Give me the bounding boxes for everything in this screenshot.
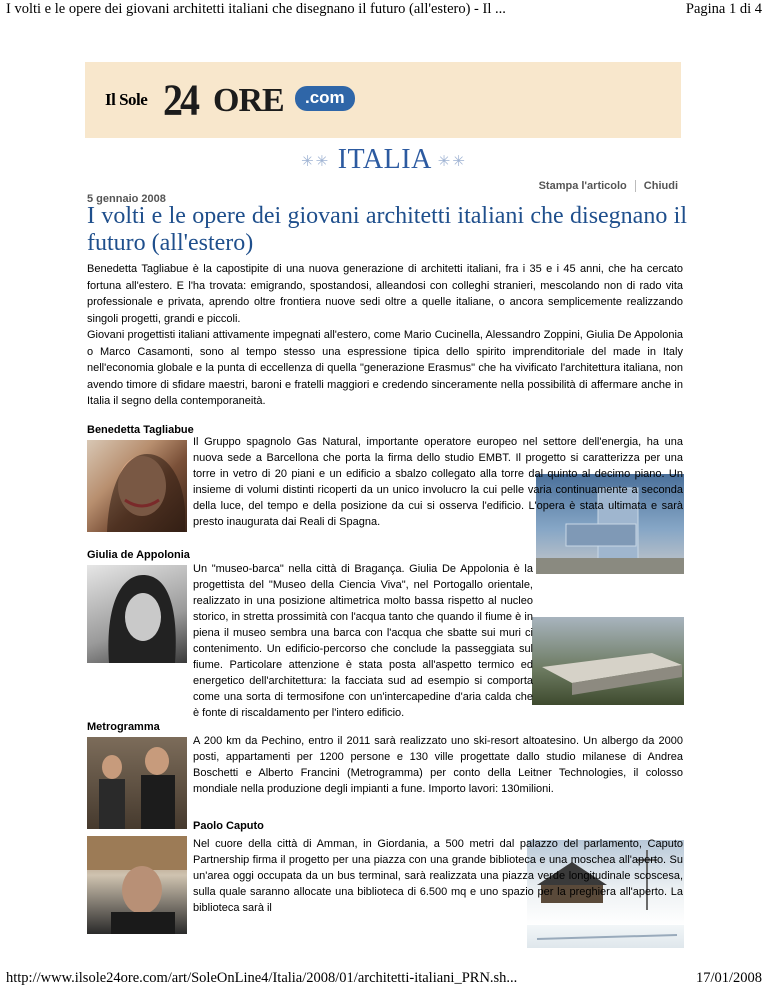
- article-intro: [87, 261, 683, 410]
- site-banner: [85, 62, 681, 138]
- portrait-photo: [87, 737, 187, 829]
- logo-com-badge: .com: [295, 86, 355, 111]
- article-toolbar: [539, 180, 678, 192]
- portrait-photo-shape: [87, 440, 187, 532]
- article-date: 5 gennaio 2008: [87, 193, 166, 205]
- logo-ore-text: ORE: [213, 82, 284, 119]
- section-paragraph: Nel cuore della città di Amman, in Giordania, a 500 metri dal palazzo del parlamento, Caputo Partnership firma il progetto per una piazza con una grande biblioteca e una moschea all'aperto. Su un'area oggi occupata da un bus terminal, sarà realizzata una piazza verde longitudinale scoscesa, sulla quale saranno allocate una biblioteca di 6.500 mq e uno spazio per la preghiera all'aperto. La biblioteca sarà il: [193, 838, 683, 914]
- intro-paragraph: Benedetta Tagliabue è la capostipite di una nuova generazione di architetti italiani, fra i 35 e i 45 anni, che ha cercato fortuna all'estero. E l'ha trovata: emigrando, spostandosi, alleandosi con colleghi stranieri, mescolando non di rado vita professionale e privata, aprendo oltre frontiera nuove sedi oltre a quelle italiane, o ancora semplicemente realizzando singoli progetti, grandi e piccoli.: [87, 263, 683, 325]
- section-name: ITALIA: [337, 144, 431, 175]
- toolbar-divider: [635, 180, 636, 192]
- section-title: [0, 144, 768, 176]
- section-text-2: [193, 561, 533, 721]
- print-footer-date: 17/01/2008: [695, 970, 762, 986]
- portrait-photo: [87, 565, 187, 663]
- print-header-page: Pagina 1 di 4: [685, 1, 762, 17]
- print-article-link[interactable]: Stampa l'articolo: [538, 180, 627, 192]
- portrait-photo-shape: [87, 836, 187, 934]
- portrait-photo-shape: [87, 565, 187, 663]
- close-link[interactable]: Chiudi: [643, 180, 678, 192]
- print-header-title: I volti e le opere dei giovani architetti italiani che disegnano il futuro (all'estero) - Il ...: [6, 1, 506, 17]
- portrait-photo-shape: [87, 737, 187, 829]
- logo-ilsole-text: Il Sole: [105, 90, 148, 109]
- section-paragraph: Un "museo-barca" nella città di Bragança. Giulia De Appolonia è la progettista del "Museo della Ciencia Viva", nel Portogallo orientale, realizzato in una posizione altimetrica molto bassa rispetto al nucleo storico, in stretta prossimità con l'acqua tanto che quando il fiume è in piena il museo sembra una barca con l'acqua che sbatte sui muri ci contenimento. Un edificio-percorso che conclude la passeggiata sul fiume. Particolare attenzione è stata posta all'aspetto termico ed energetico dell'architettura: la facciata sud ad esempio si comporta come una sorta di termosifone con un'intercapedine d'aria calda che è fonte di riscaldamento per l'intero edificio.: [193, 563, 533, 719]
- museum-photo-shape: [532, 617, 684, 705]
- section-heading: Metrogramma: [87, 721, 160, 733]
- section-paragraph: A 200 km da Pechino, entro il 2011 sarà realizzato uno ski-resort altoatesino. Un albergo da 2000 posti, appartamenti per 1200 persone e 130 ville progettate dallo studio milanese di Andrea Boschetti e Alberto Francini (Metrogramma) per conto della Leitner Technologies, il colosso mondiale nella produzione degli impianti a fune. Importo lavori: 130milioni.: [193, 735, 683, 795]
- section-heading: Paolo Caputo: [193, 820, 264, 832]
- portrait-photo: [87, 836, 187, 934]
- portrait-photo: [87, 440, 187, 532]
- section-heading: Giulia de Appolonia: [87, 549, 190, 561]
- print-header: [0, 0, 768, 20]
- article-title: I volti e le opere dei giovani architetti italiani che disegnano il futuro (all'estero): [87, 203, 687, 256]
- print-footer-url[interactable]: http://www.ilsole24ore.com/art/SoleOnLine4/Italia/2008/01/architetti-italiani_PRN.sh...: [6, 970, 518, 986]
- museum-photo: [532, 617, 684, 705]
- library-photo-shape: [527, 925, 684, 948]
- section-heading: Benedetta Tagliabue: [87, 424, 194, 436]
- section-text-3: [193, 733, 683, 797]
- section-paragraph: Il Gruppo spagnolo Gas Natural, importante operatore europeo nel settore dell'energia, ha una nuova sede a Barcellona che porta la firma dello studio EMBT. Il progetto si caratterizza per una torre in vetro di 20 piani e un edificio a sbalzo collegato alla torre dal quinto al decimo piano. Un insieme di volumi distinti ricoperti da un unico involucro la cui pelle varia continuamente a seconda della luce, del tempo e della posizione da cui si osserva l'edificio. L'opera è stata ultimata e sarà presto inaugurata dai Reali di Spagna.: [193, 436, 683, 528]
- star-ornament-icon: ✳✳: [301, 154, 331, 171]
- section-text-4: [193, 836, 683, 916]
- print-footer: [0, 970, 768, 990]
- star-ornament-icon: ✳✳: [437, 154, 467, 171]
- section-text-1: [193, 434, 683, 530]
- intro-paragraph: Giovani progettisti italiani attivamente impegnati all'estero, come Mario Cucinella, Alessandro Zoppini, Giulia De Appolonia o Marco Casamonti, sono al tempo stesso una espressione tipica dello spirito imprenditoriale del made in Italy nell'economia globale e la punta di eccellenza di quella "generazione Erasmus" che ha vivificato l'architettura italiana, non avendo timore di sfidare maestri, baroni e fratelli maggiori e credendo sinceramente nella possibilità di affermare anche in Italia il segno della contemporaneità.: [87, 329, 683, 407]
- library-photo: [527, 925, 684, 948]
- logo-24-text: 24: [163, 74, 197, 125]
